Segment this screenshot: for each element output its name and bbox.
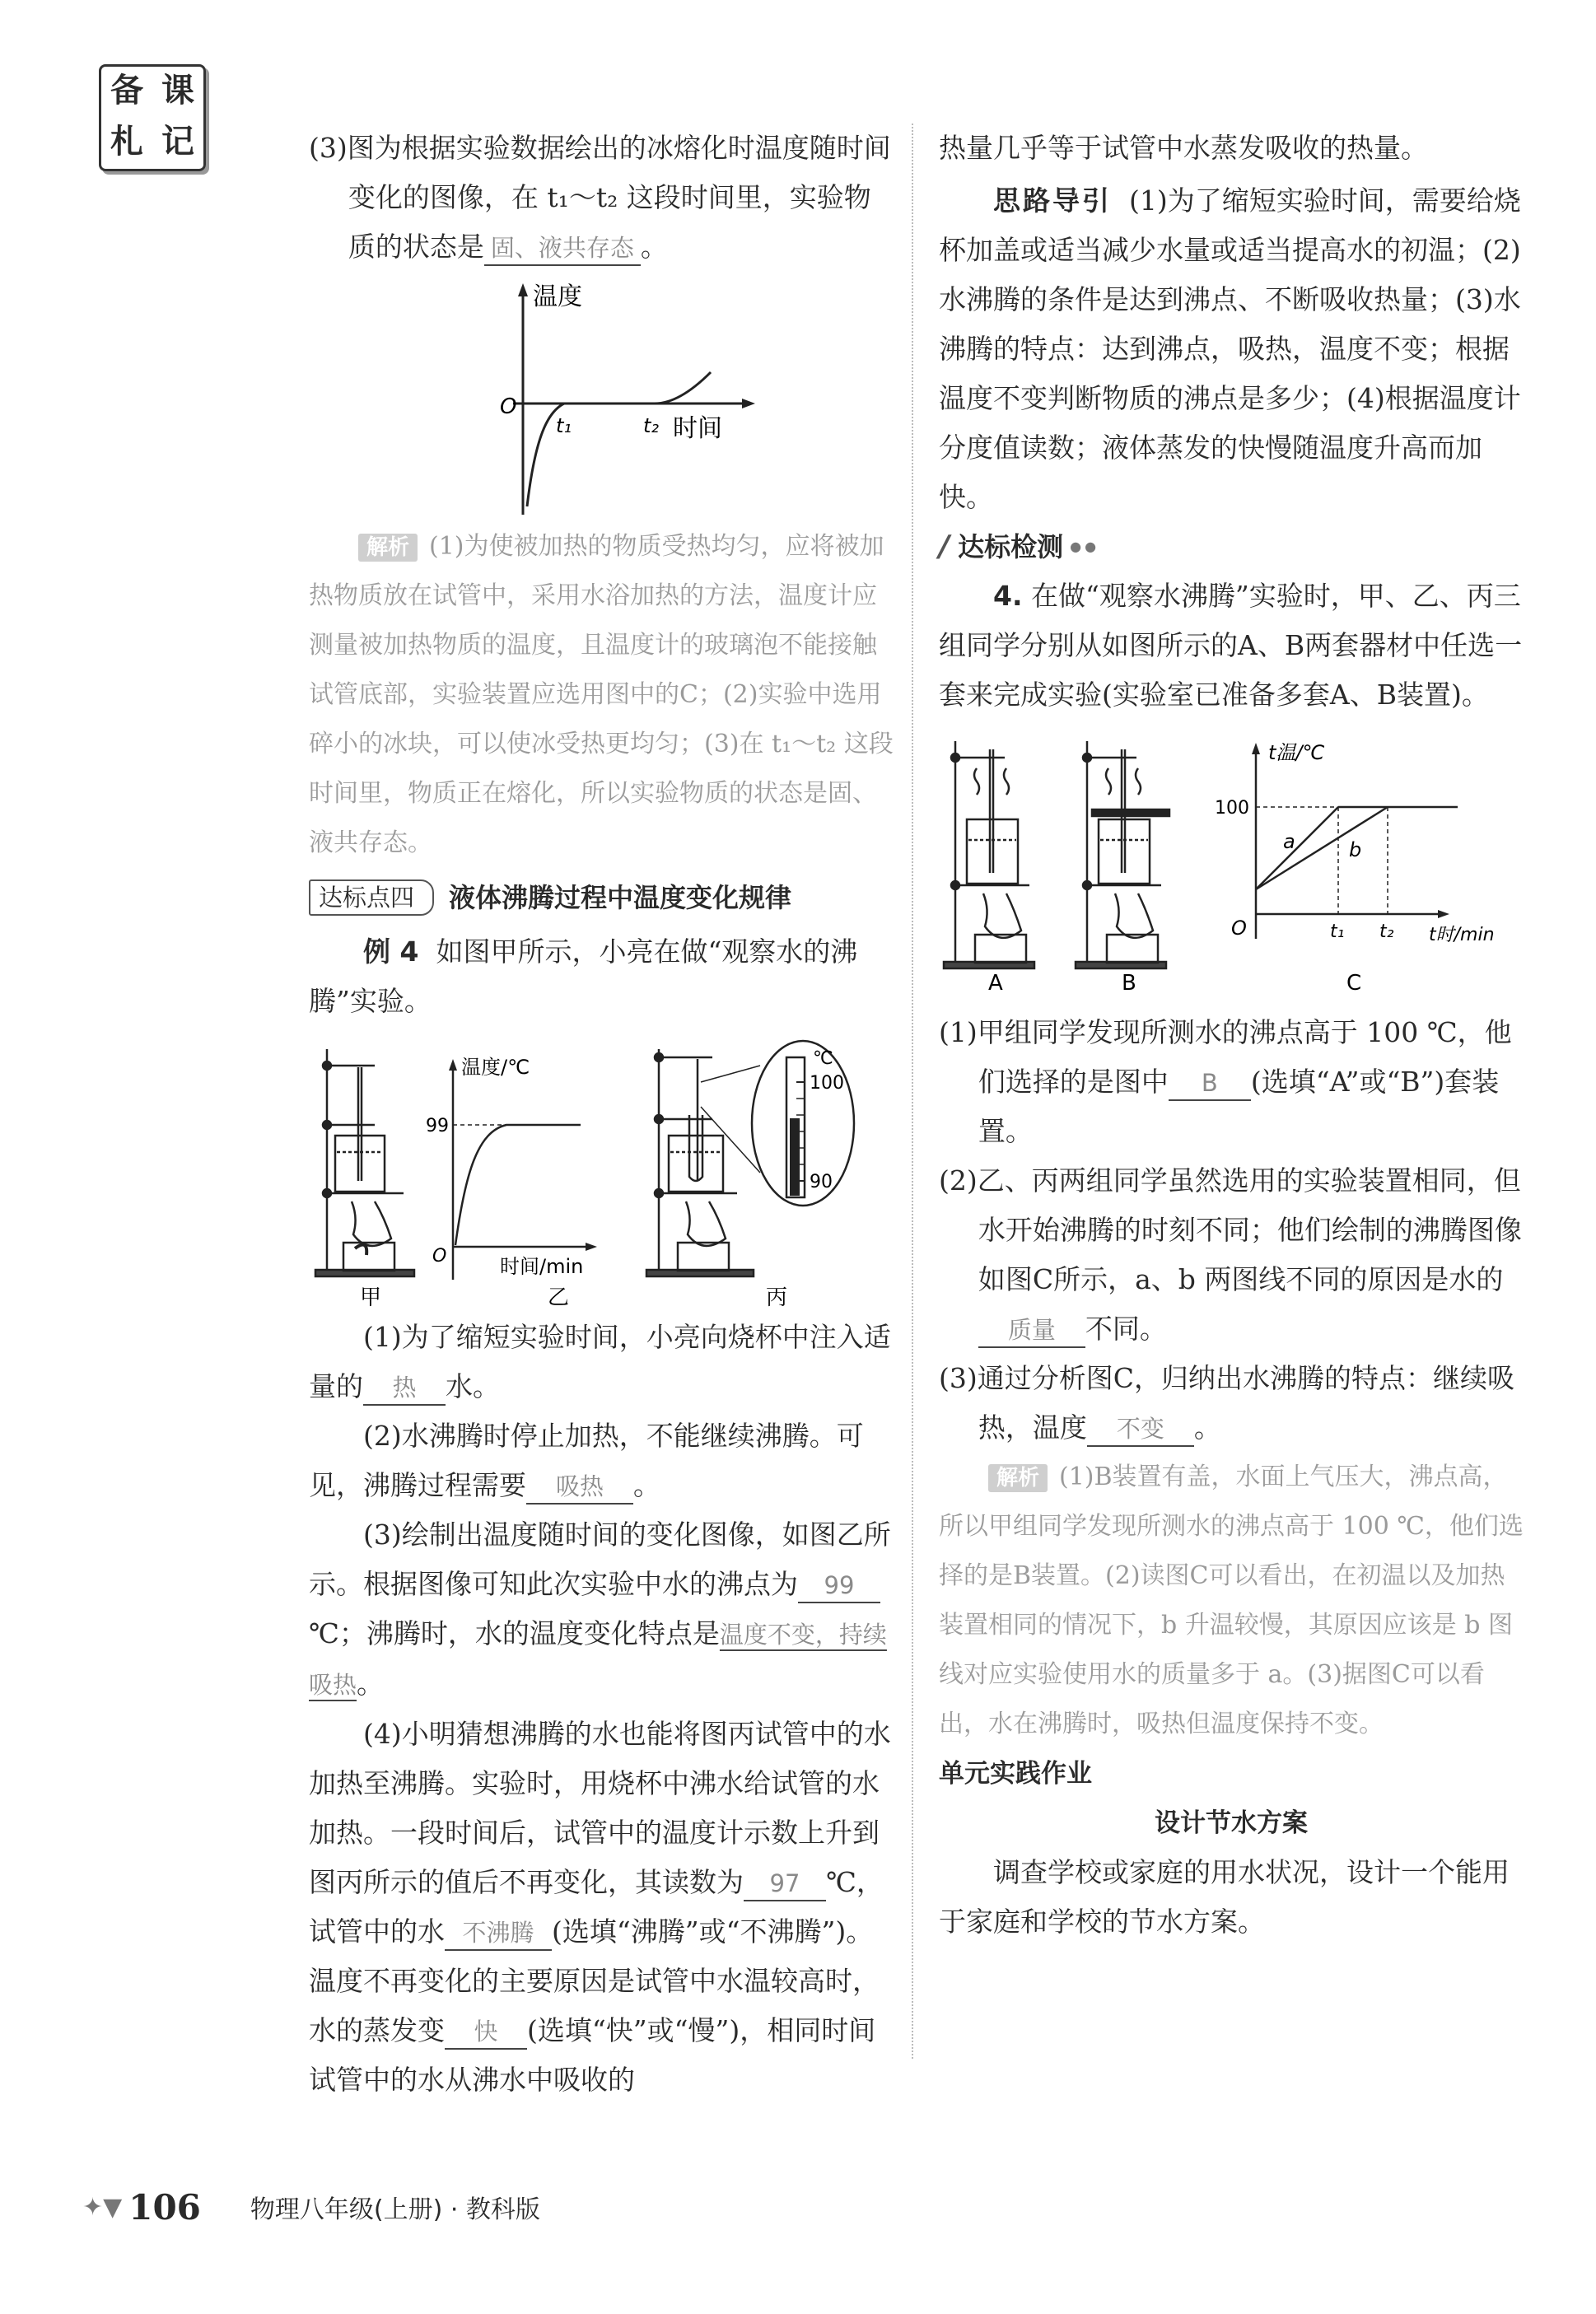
page-ornament-icon: ✦▼ bbox=[82, 2192, 123, 2222]
answer-blank: 吸热 bbox=[526, 1470, 633, 1505]
label-a: A bbox=[988, 971, 1003, 996]
notes-stamp bbox=[99, 64, 206, 171]
axis-x-label: 时间 bbox=[673, 414, 722, 443]
t2-label: t₂ bbox=[1379, 921, 1394, 942]
answer-blank: 不沸腾 bbox=[445, 1916, 552, 1951]
answer-blank: 固、液共存态 bbox=[484, 231, 641, 266]
apparatus-a bbox=[944, 741, 1034, 968]
line-a-label: a bbox=[1283, 830, 1295, 853]
footer bbox=[82, 2182, 1482, 2232]
section-mark-icon: / bbox=[939, 530, 950, 563]
part-1: (1)为了缩短实验时间，小亮向烧杯中注入适量的 热 水。 bbox=[309, 1313, 894, 1411]
section-header bbox=[939, 522, 1524, 572]
answer-blank: 质量 bbox=[978, 1313, 1085, 1348]
apparatus-figure-abc bbox=[939, 725, 1524, 996]
dots-icon: ●● bbox=[1070, 539, 1100, 554]
sub-question-1: (1)甲组同学发现所测水的沸点高于 100 ℃，他们选择的是图中 B (选填“A”或“B”)套装置。 bbox=[939, 1016, 1512, 1147]
sub-question-3: (3)通过分析图C，归纳出水沸腾的特点：继续吸热，温度 不变 。 bbox=[939, 1354, 1524, 1453]
graph-c-y-label: t温/℃ bbox=[1268, 741, 1325, 764]
t1-label: t₁ bbox=[1330, 921, 1345, 942]
unit-practice-title: 单元实践作业 bbox=[939, 1759, 1092, 1789]
stamp-char: 课 bbox=[161, 72, 194, 110]
answer-blank: 温度不变，持续吸热 bbox=[309, 1621, 887, 1699]
plan-text: 调查学校或家庭的用水状况，设计一个能用于家庭和学校的节水方案。 bbox=[939, 1856, 1510, 1938]
analysis-tag: 解析 bbox=[988, 1464, 1048, 1492]
label-yi: 乙 bbox=[548, 1285, 570, 1310]
label-c: C bbox=[1346, 971, 1362, 996]
t2-label: t₂ bbox=[643, 414, 660, 437]
analysis-tag: 解析 bbox=[358, 534, 418, 562]
t1-label: t₁ bbox=[556, 414, 572, 437]
boiling-figure bbox=[309, 1033, 894, 1313]
answer-blank: 99 bbox=[798, 1569, 880, 1603]
example-4: 例 4 如图甲所示，小亮在做“观察水的沸腾”实验。 bbox=[309, 935, 858, 1017]
sub-question-2: (2)乙、丙两组同学虽然选用的实验装置相同，但水开始沸腾的时刻不同；他们绘制的沸腾图像如图C所示，a、b 两图线不同的原因是水的质量 不同。 bbox=[939, 1156, 1524, 1354]
knowledge-point-tag: 达标点四 bbox=[309, 879, 434, 916]
label-bing: 丙 bbox=[766, 1285, 788, 1310]
melting-graph bbox=[490, 280, 894, 519]
apparatus-b bbox=[1076, 741, 1169, 968]
part-2: (2)水沸腾时停止加热，不能继续沸腾。可见，沸腾过程需要 吸热 。 bbox=[309, 1411, 894, 1510]
knowledge-point-title: 液体沸腾过程中温度变化规律 bbox=[449, 882, 792, 913]
question-3: (3)图为根据实验数据绘出的冰熔化时温度随时间变化的图像，在 t₁～t₂ 这段时间里，实验物质的状态是 固、液共存态 。 bbox=[309, 124, 894, 272]
answer-blank: 97 bbox=[744, 1867, 826, 1901]
thermo-100: 100 bbox=[810, 1073, 844, 1094]
knowledge-point-header bbox=[309, 873, 894, 922]
part-4: (4)小明猜想沸腾的水也能将图丙试管中的水加热至沸腾。实验时，用烧杯中沸水给试管的水加热。一段时间后，试管中的温度计示数上升到图丙所示的值后不再变化，其读数为 97 ℃，试管中的水 不沸腾 (选填“沸腾”或“不沸腾”)。温度不再变化的主要原因是试管中水温较高时，水的蒸发变 快 (选填“快”或“慢”)，相同时间试管中的水从沸水中吸收的 bbox=[309, 1718, 891, 2096]
value-100: 100 bbox=[1215, 798, 1249, 819]
answer-blank: 快 bbox=[445, 2015, 527, 2050]
stamp-char: 札 bbox=[110, 123, 143, 161]
answer-blank: 热 bbox=[363, 1371, 446, 1406]
label-jia: 甲 bbox=[360, 1285, 382, 1310]
thinking-guide: 思路导引 (1)为了缩短实验时间，需要给烧杯加盖或适当减少水量或适当提高水的初温；(2)水沸腾的条件是达到沸点、不断吸收热量；(3)水沸腾的特点：达到沸点，吸热，温度不变；根据温度不变判断物质的沸点是多少；(4)根据温度计分度值读数；液体蒸发的快慢随温度升高而加快。 bbox=[939, 184, 1521, 513]
section-title: 达标检测 bbox=[958, 531, 1064, 562]
graph-yi bbox=[426, 1056, 597, 1280]
analysis-1: 解析 (1)为使被加热的物质受热均匀，应将被加热物质放在试管中，采用水浴加热的方法，温度计应测量被加热物质的温度，且温度计的玻璃泡不能接触试管底部，实验装置应选用图中的C；(2)实验中选用碎小的冰块，可以使冰受热更均匀；(3)在 t₁～t₂ 这段时间里，物质正在熔化，所以实验物质的状态是固、液共存态。 bbox=[309, 532, 894, 857]
page-number: 106 bbox=[128, 2186, 201, 2228]
graph-x-label: 时间/min bbox=[500, 1255, 584, 1278]
label-b: B bbox=[1122, 971, 1136, 996]
graph-y-label: 温度/℃ bbox=[461, 1056, 530, 1079]
part-3: (3)绘制出温度随时间的变化图像，如图乙所示。根据图像可知此次实验中水的沸点为 99℃；沸腾时，水的温度变化特点是温度不变，持续吸热。 bbox=[309, 1519, 891, 1700]
thermo-unit: ℃ bbox=[813, 1048, 833, 1069]
origin-label: O bbox=[432, 1246, 447, 1267]
guide-label: 思路导引 bbox=[993, 184, 1112, 217]
plan-title: 设计节水方案 bbox=[1155, 1808, 1308, 1838]
axis-y-label: 温度 bbox=[533, 282, 582, 311]
answer-blank: B bbox=[1169, 1066, 1251, 1101]
value-99: 99 bbox=[426, 1116, 449, 1136]
graph-c-x-label: t时/min bbox=[1429, 925, 1495, 945]
thermometer-scale bbox=[790, 1048, 844, 1196]
origin-label: O bbox=[500, 394, 517, 419]
graph-c bbox=[1215, 741, 1495, 945]
stamp-char: 记 bbox=[161, 123, 194, 161]
book-title: 物理八年级(上册) · 教科版 bbox=[250, 2195, 540, 2224]
line-b-label: b bbox=[1349, 838, 1362, 861]
question-4: 4. 在做“观察水沸腾”实验时，甲、乙、丙三组同学分别从如图所示的A、B两套器材中任选一套来完成实验(实验室已准备多套A、B装置)。 bbox=[939, 580, 1523, 711]
analysis-2: 解析 (1)B装置有盖，水面上气压大，沸点高，所以甲组同学发现所测水的沸点高于 100 ℃，他们选择的是B装置。(2)读图C可以看出，在初温以及加热装置相同的情况下，b 升温较慢，其原因应该是 b 图线对应实验使用水的质量多于 a。(3)据图C可以看出，水在沸腾时，吸热但温度保持不变。 bbox=[939, 1463, 1524, 1738]
stamp-char: 备 bbox=[110, 72, 143, 110]
continued-text: 热量几乎等于试管中水蒸发吸收的热量。 bbox=[939, 132, 1428, 164]
thermo-90: 90 bbox=[810, 1172, 833, 1192]
apparatus-jia bbox=[315, 1049, 414, 1276]
answer-blank: 不变 bbox=[1087, 1412, 1194, 1447]
origin-label: O bbox=[1231, 917, 1247, 940]
right-column bbox=[939, 124, 1524, 1947]
left-column bbox=[309, 124, 894, 2105]
column-divider bbox=[912, 124, 913, 2059]
